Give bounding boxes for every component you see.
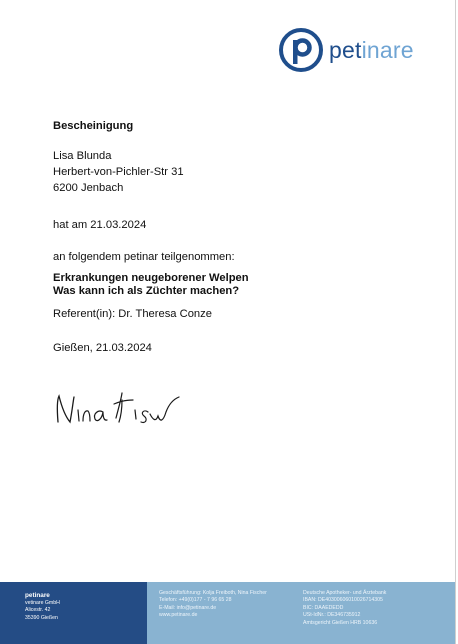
footer-management: Geschäftsführung: Kolja Freiboth, Nina Fischer — [159, 590, 267, 596]
logo-text-inare: inare — [361, 36, 414, 63]
logo-text-pet: pet — [329, 36, 362, 63]
footer-bic: BIC: DAAEDEDD — [303, 604, 344, 611]
place-date-line: Gießen, 21.03.2024 — [53, 342, 152, 354]
footer-vat-id: USt-IdNr.: DE346735912 — [303, 612, 361, 619]
footer-phone: Telefon: +49(0)177 - 7 96 65 28 — [159, 597, 232, 604]
recipient-city: 6200 Jenbach — [53, 182, 124, 194]
participation-line: an folgendem petinar teilgenommen: — [53, 251, 235, 263]
petinare-logo-icon — [279, 28, 323, 72]
footer-email: E-Mail: info@petinare.de — [159, 604, 217, 611]
document-heading: Bescheinigung — [53, 120, 134, 132]
petinare-logo — [279, 26, 414, 74]
footer-company-block — [0, 582, 147, 644]
course-title-line2: Was kann ich als Züchter machen? — [53, 285, 240, 297]
recipient-name: Lisa Blunda — [53, 150, 112, 162]
footer-company-city: 35390 Gießen — [25, 614, 58, 621]
footer-info-block — [147, 582, 455, 644]
recipient-street: Herbert-von-Pichler-Str 31 — [53, 166, 184, 178]
footer-bank-column — [303, 590, 386, 627]
footer-register: Amtsgericht Gießen HRB 10636 — [303, 619, 378, 626]
handwritten-signature — [52, 388, 184, 441]
date-line: hat am 21.03.2024 — [53, 219, 147, 231]
footer-website: www.petinare.de — [159, 612, 198, 619]
footer — [0, 582, 455, 644]
logo-wordmark — [329, 36, 414, 63]
footer-iban: IBAN: DE40300606010026714305 — [303, 597, 383, 604]
speaker-line: Referent(in): Dr. Theresa Conze — [53, 308, 212, 320]
course-title-line1: Erkrankungen neugeborener Welpen — [53, 272, 249, 284]
footer-contact-column — [159, 590, 267, 620]
footer-company-name: vetinare GmbH — [25, 600, 60, 606]
footer-company-street: Alicestr. 42 — [25, 607, 51, 614]
footer-brand: petinare — [25, 592, 50, 599]
footer-bank-name: Deutsche Apotheker- und Ärztebank — [303, 590, 387, 596]
